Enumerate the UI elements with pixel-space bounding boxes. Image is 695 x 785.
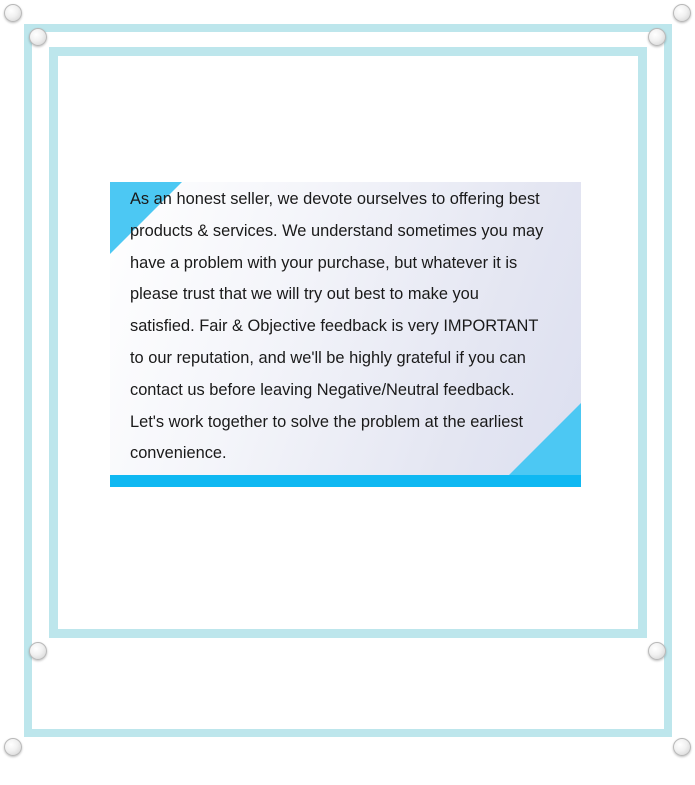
feedback-notice-card <box>110 182 581 487</box>
pin-icon <box>4 4 22 22</box>
pin-icon <box>673 738 691 756</box>
pin-icon <box>29 642 47 660</box>
pin-icon <box>4 738 22 756</box>
pin-icon <box>673 4 691 22</box>
feedback-notice-text: As an honest seller, we devote ourselves to offering best products & services. We understand sometimes you may have a problem with your purchase, but whatever it is please trust that we will try out best to make you satisfied. Fair & Objective feedback is very IMPORTANT to our reputation, and we'll be highly grateful if you can contact us before leaving Negative/Neutral feedback. Let's work together to solve the problem at the earliest convenience. <box>130 190 544 463</box>
pin-icon <box>648 28 666 46</box>
pin-icon <box>648 642 666 660</box>
pin-icon <box>29 28 47 46</box>
card-bottom-bar <box>110 475 581 487</box>
